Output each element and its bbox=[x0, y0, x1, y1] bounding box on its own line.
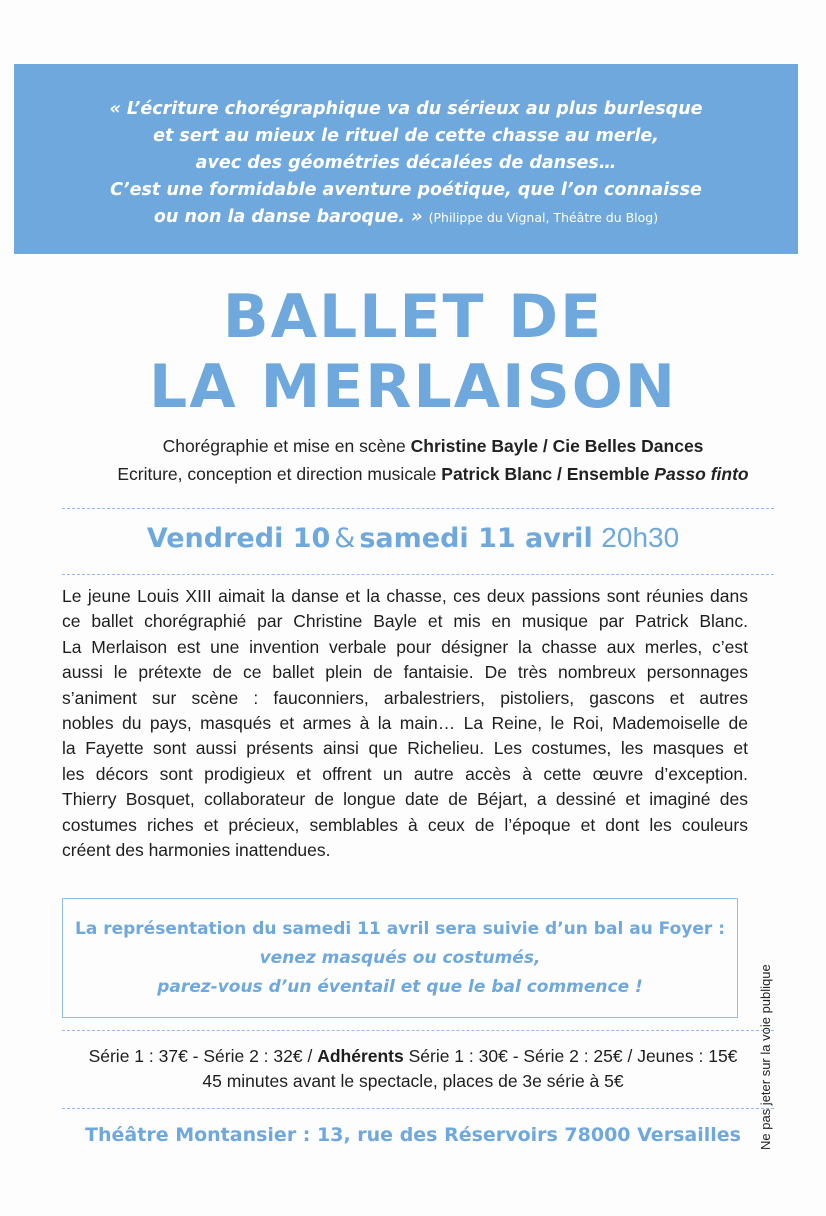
description-line: Thierry Bosquet, collaborateur de longue date de Béjart, a dessiné et imaginé des bbox=[62, 789, 748, 810]
description-line: les décors sont prodigieux et offrent un autre accès à cette œuvre d’exception. bbox=[62, 763, 748, 784]
quote-citation: (Philippe du Vignal, Théâtre du Blog) bbox=[428, 210, 659, 225]
quote-line: C’est une formidable aventure poétique, que l’on connaisse bbox=[110, 180, 702, 200]
divider bbox=[62, 1030, 774, 1031]
performance-dates bbox=[0, 522, 826, 554]
description-line: créent des harmonies inattendues. bbox=[62, 840, 331, 861]
credits-music bbox=[20, 464, 826, 485]
quote-line: avec des géométries décalées de danses… bbox=[195, 153, 617, 173]
quote-text: ou non la danse baroque. » bbox=[153, 207, 423, 227]
description-line: La Merlaison est une invention verbale pour désigner la chasse aux merles, c’est bbox=[62, 636, 748, 657]
credits-names: Christine Bayle / Cie Belles Dances bbox=[410, 436, 704, 456]
quote-line-last bbox=[14, 204, 798, 231]
press-quote-band bbox=[14, 64, 798, 254]
description bbox=[62, 584, 748, 863]
show-title-line-2: LA MERLAISON bbox=[149, 352, 677, 422]
credits-label: Chorégraphie et mise en scène bbox=[162, 436, 411, 456]
credits-names: Patrick Blanc / Ensemble bbox=[441, 464, 655, 484]
description-line: s’animent sur scène : fauconniers, arbalestriers, pistoliers, gascons et autres bbox=[62, 687, 748, 708]
ticket-prices bbox=[0, 1044, 826, 1094]
show-title-line-1: BALLET DE bbox=[222, 282, 604, 352]
date-2: samedi 11 avril bbox=[359, 523, 593, 554]
ball-notice-box bbox=[62, 898, 738, 1018]
description-line: costumes riches et précieux, semblables à ceux de l’époque et dont les couleurs bbox=[62, 814, 748, 835]
show-time: 20h30 bbox=[601, 522, 680, 553]
members-label: Adhérents bbox=[317, 1046, 404, 1066]
description-line: ce ballet chorégraphié par Christine Bayle et mis en musique par Patrick Blanc. bbox=[62, 611, 748, 632]
member-prices: Série 1 : 30€ - Série 2 : 25€ / Jeunes : 15€ bbox=[403, 1046, 738, 1066]
ensemble-name: Passo finto bbox=[654, 464, 749, 484]
last-minute-price: 45 minutes avant le spectacle, places de 3e série à 5€ bbox=[202, 1071, 624, 1091]
litter-notice: Ne pas jeter sur la voie publique bbox=[758, 964, 773, 1150]
date-1: Vendredi 10 bbox=[146, 523, 331, 554]
description-line: Le jeune Louis XIII aimait la danse et la chasse, ces deux passions sont réunies dans bbox=[62, 586, 748, 606]
notice-line: parez-vous d’un éventail et que le bal commence ! bbox=[157, 977, 643, 997]
price-line bbox=[0, 1044, 826, 1069]
date-ampersand: & bbox=[334, 523, 356, 554]
general-prices: Série 1 : 37€ - Série 2 : 32€ / bbox=[88, 1046, 318, 1066]
description-line: la Fayette sont aussi présents ainsi que Richelieu. Les costumes, les masques et bbox=[62, 738, 748, 759]
quote-line: et sert au mieux le rituel de cette chasse au merle, bbox=[153, 126, 659, 146]
credits-choreography bbox=[20, 436, 826, 457]
divider bbox=[62, 574, 774, 575]
description-line: aussi le prétexte de ce ballet plein de fantaisie. De très nombreux personnages bbox=[62, 662, 748, 683]
divider bbox=[62, 508, 774, 509]
credits-label: Ecriture, conception et direction musicale bbox=[117, 464, 442, 484]
description-line: nobles du pays, masqués et armes à la main… La Reine, le Roi, Mademoiselle de bbox=[62, 713, 748, 734]
divider bbox=[62, 1108, 774, 1109]
notice-line: venez masqués ou costumés, bbox=[259, 948, 541, 968]
venue-address: Théâtre Montansier : 13, rue des Réservoirs 78000 Versailles bbox=[85, 1124, 741, 1146]
quote-line: « L’écriture chorégraphique va du sérieux au plus burlesque bbox=[109, 99, 703, 119]
notice-line: La représentation du samedi 11 avril sera suivie d’un bal au Foyer : bbox=[74, 919, 726, 939]
